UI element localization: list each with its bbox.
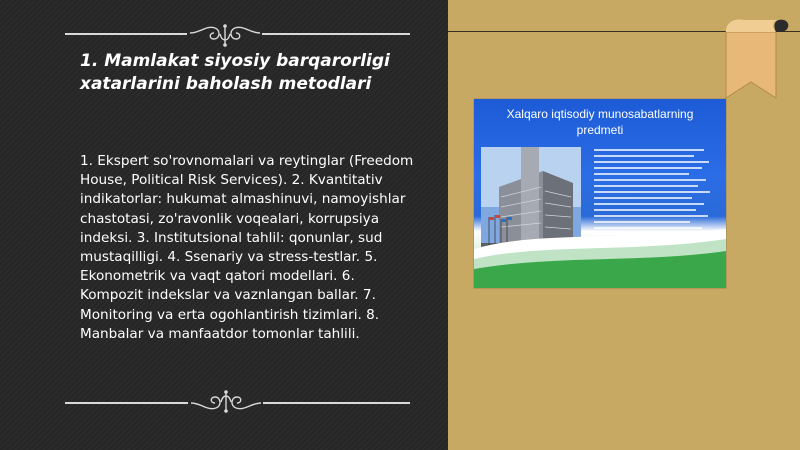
bookmark-ribbon-icon (720, 18, 790, 100)
flourish-ornament-icon (188, 22, 262, 48)
slide-title: 1. Mamlakat siyosiy barqarorligi xatarlarini baholash metodlari (80, 51, 390, 94)
top-divider-left (65, 33, 187, 35)
bottom-divider-left (65, 402, 188, 404)
embedded-slide-image (474, 99, 726, 288)
flourish-ornament-icon (189, 390, 263, 416)
top-divider-right (262, 33, 410, 35)
embedded-slide-title: Xalqaro iqtisodiy munosabatlarning predmeti (506, 107, 694, 137)
embedded-slide-wave (474, 229, 726, 288)
slide-body-text: 1. Ekspert so'rovnomalari va reytinglar (Freedom House, Political Risk Services). 2. Kvantitativ indikatorlar: hukumat almashinuvi, namoyishlar chastotasi, zo'ravonlik voqealari, korrupsiya indeksi. 3. Institutsional tahlil: qonunlar, sud mustaqilligi. 4. Ssenariy va stress-testlar. 5. Ekonometrik va vaqt qatori modellari. 6. Kompozit indekslar va vaznlangan ballar. 7. Monitoring va erta ogohlantirish tizimlari. 8. Manbalar va manfaatdor tomonlar tahlili. (80, 153, 414, 342)
bottom-divider-right (263, 402, 410, 404)
